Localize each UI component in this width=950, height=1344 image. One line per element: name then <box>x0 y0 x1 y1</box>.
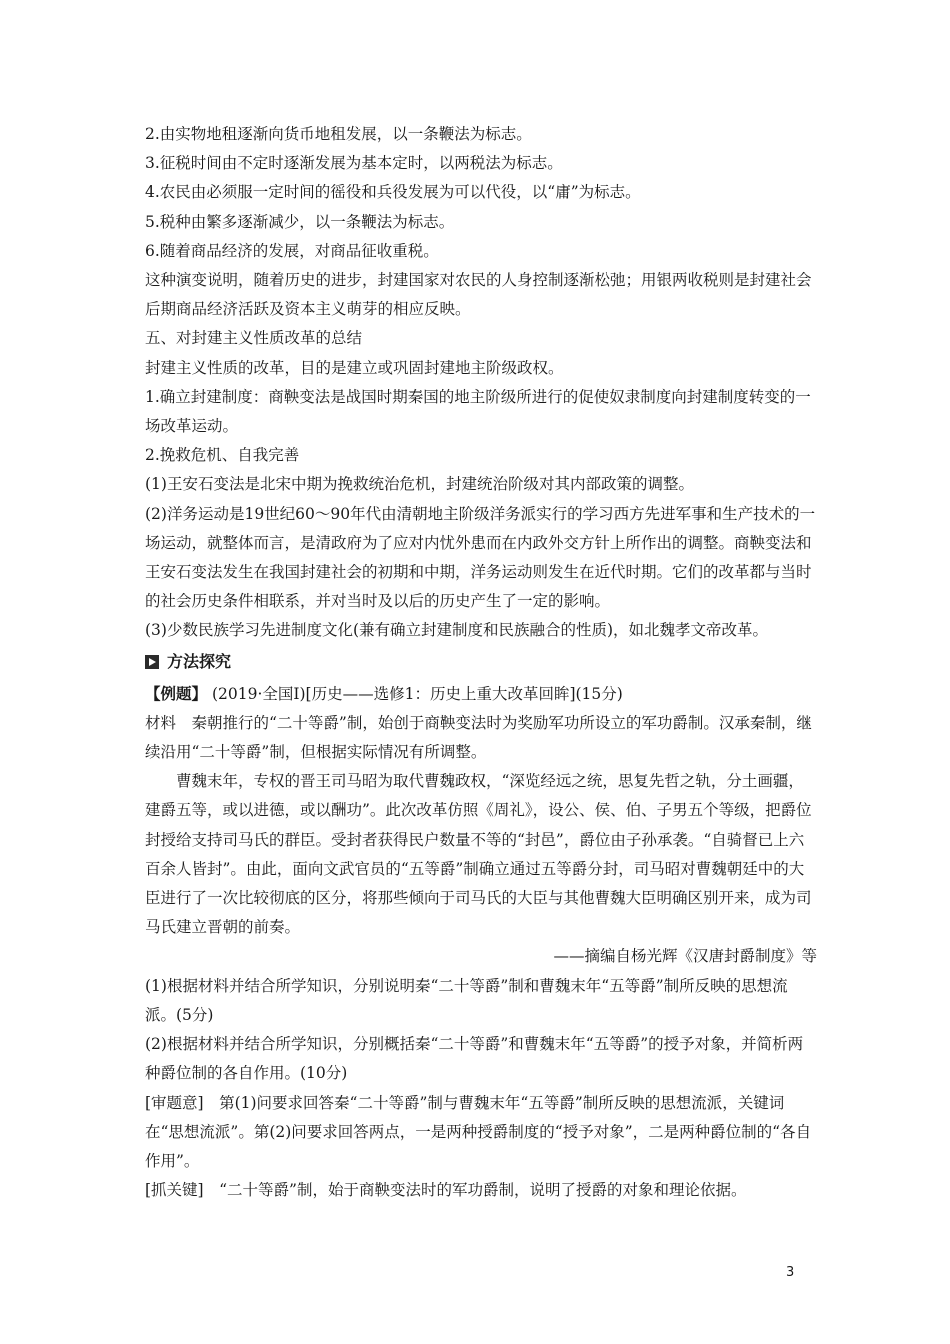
paragraph: 6.随着商品经济的发展，对商品征收重税。 <box>145 241 439 260</box>
paragraph: 2.挽救危机、自我完善 <box>145 446 300 465</box>
paragraph: 4.农民由必须服一定时间的徭役和兵役发展为可以代役，以“庸”为标志。 <box>145 183 641 202</box>
page-number: 3 <box>786 1265 795 1280</box>
paragraph: 5.税种由繁多逐渐减少，以一条鞭法为标志。 <box>145 212 455 231</box>
paragraph: (1)王安石变法是北宋中期为挽救统治危机，封建统治阶级对其内部政策的调整。 <box>145 475 694 494</box>
paragraph: 封建主义性质的改革，目的是建立或巩固封建地主阶级政权。 <box>145 358 564 377</box>
paragraph: 1.确立封建制度：商鞅变法是战国时期秦国的地主阶级所进行的促使奴隶制度向封建制度转变的一场改革运动。 <box>145 387 811 436</box>
heading-label: 方法探究 <box>167 651 232 671</box>
page-content <box>145 120 817 1205</box>
question: (1)根据材料并结合所学知识，分别说明秦“二十等爵”制和曹魏末年“五等爵”制所反映的思想流派。(5分) <box>145 976 788 1024</box>
paragraph: 这种演变说明，随着历史的进步，封建国家对农民的人身控制逐渐松弛；用银两收税则是封建社会后期商品经济活跃及资本主义萌芽的相应反映。 <box>145 271 812 319</box>
question: (2)根据材料并结合所学知识，分别概括秦“二十等爵”和曹魏末年“五等爵”的授予对象，并简析两种爵位制的各自作用。(10分) <box>145 1035 804 1083</box>
example-source: (2019·全国Ⅰ)[历史——选修1：历史上重大改革回眸](15分) <box>211 684 623 703</box>
paragraph: (3)少数民族学习先进制度文化(兼有确立封建制度和民族融合的性质)，如北魏孝文帝改革。 <box>145 621 769 640</box>
section-title: 五、对封建主义性质改革的总结 <box>145 329 363 348</box>
paragraph: 3.征税时间由不定时逐渐发展为基本定时，以两税法为标志。 <box>145 154 563 173</box>
analysis-paragraph: [审题意] 第(1)问要求回答秦“二十等爵”制与曹魏末年“五等爵”制所反映的思想流派，关键词在“思想流派”。第(2)问要求回答两点，一是两种授爵制度的“授予对象”，二是两种爵位制的“各自作用”。 <box>145 1093 812 1170</box>
play-icon <box>145 655 159 669</box>
paragraph: 2.由实物地租逐渐向货币地租发展，以一条鞭法为标志。 <box>145 125 532 143</box>
example-header <box>145 679 817 709</box>
material-paragraph: 材料 秦朝推行的“二十等爵”制，始创于商鞅变法时为奖励军功所设立的军功爵制。汉承秦制，继续沿用“二十等爵”制，但根据实际情况有所调整。 <box>145 713 812 762</box>
paragraph: (2)洋务运动是19世纪60～90年代由清朝地主阶级洋务派实行的学习西方先进军事和生产技术的一场运动，就整体而言，是清政府为了应对内忧外患而在内政外交方针上所作出的调整。商鞅变法和王安石变法发生在我国封建社会的初期和中期，洋务运动则发生在近代时期。它们的改革都与当时的社会历史条件相联系，并对当时及以后的历史产生了一定的影响。 <box>145 504 816 611</box>
method-heading <box>145 647 817 677</box>
citation: ——摘编自杨光辉《汉唐封爵制度》等 <box>553 947 817 966</box>
example-tag: 【例题】 <box>145 683 208 703</box>
material-paragraph: 曹魏末年，专权的晋王司马昭为取代曹魏政权，“深览经远之统，思复先哲之轨，分土画疆，建爵五等，或以进德，或以酬功”。此次改革仿照《周礼》，设公、侯、伯、子男五个等级，把爵位封授给支持司马氏的群臣。受封者获得民户数量不等的“封邑”，爵位由子孙承袭。“自骑督已上六百余人皆封”。由此，面向文武官员的“五等爵”制确立通过五等爵分封，司马昭对曹魏朝廷中的大臣进行了一次比较彻底的区分，将那些倾向于司马氏的大臣与其他曹魏大臣明确区别开来，成为司马氏建立晋朝的前奏。 <box>145 772 812 937</box>
key-paragraph: [抓关键] “二十等爵”制，始于商鞅变法时的军功爵制，说明了授爵的对象和理论依据。 <box>145 1181 747 1200</box>
